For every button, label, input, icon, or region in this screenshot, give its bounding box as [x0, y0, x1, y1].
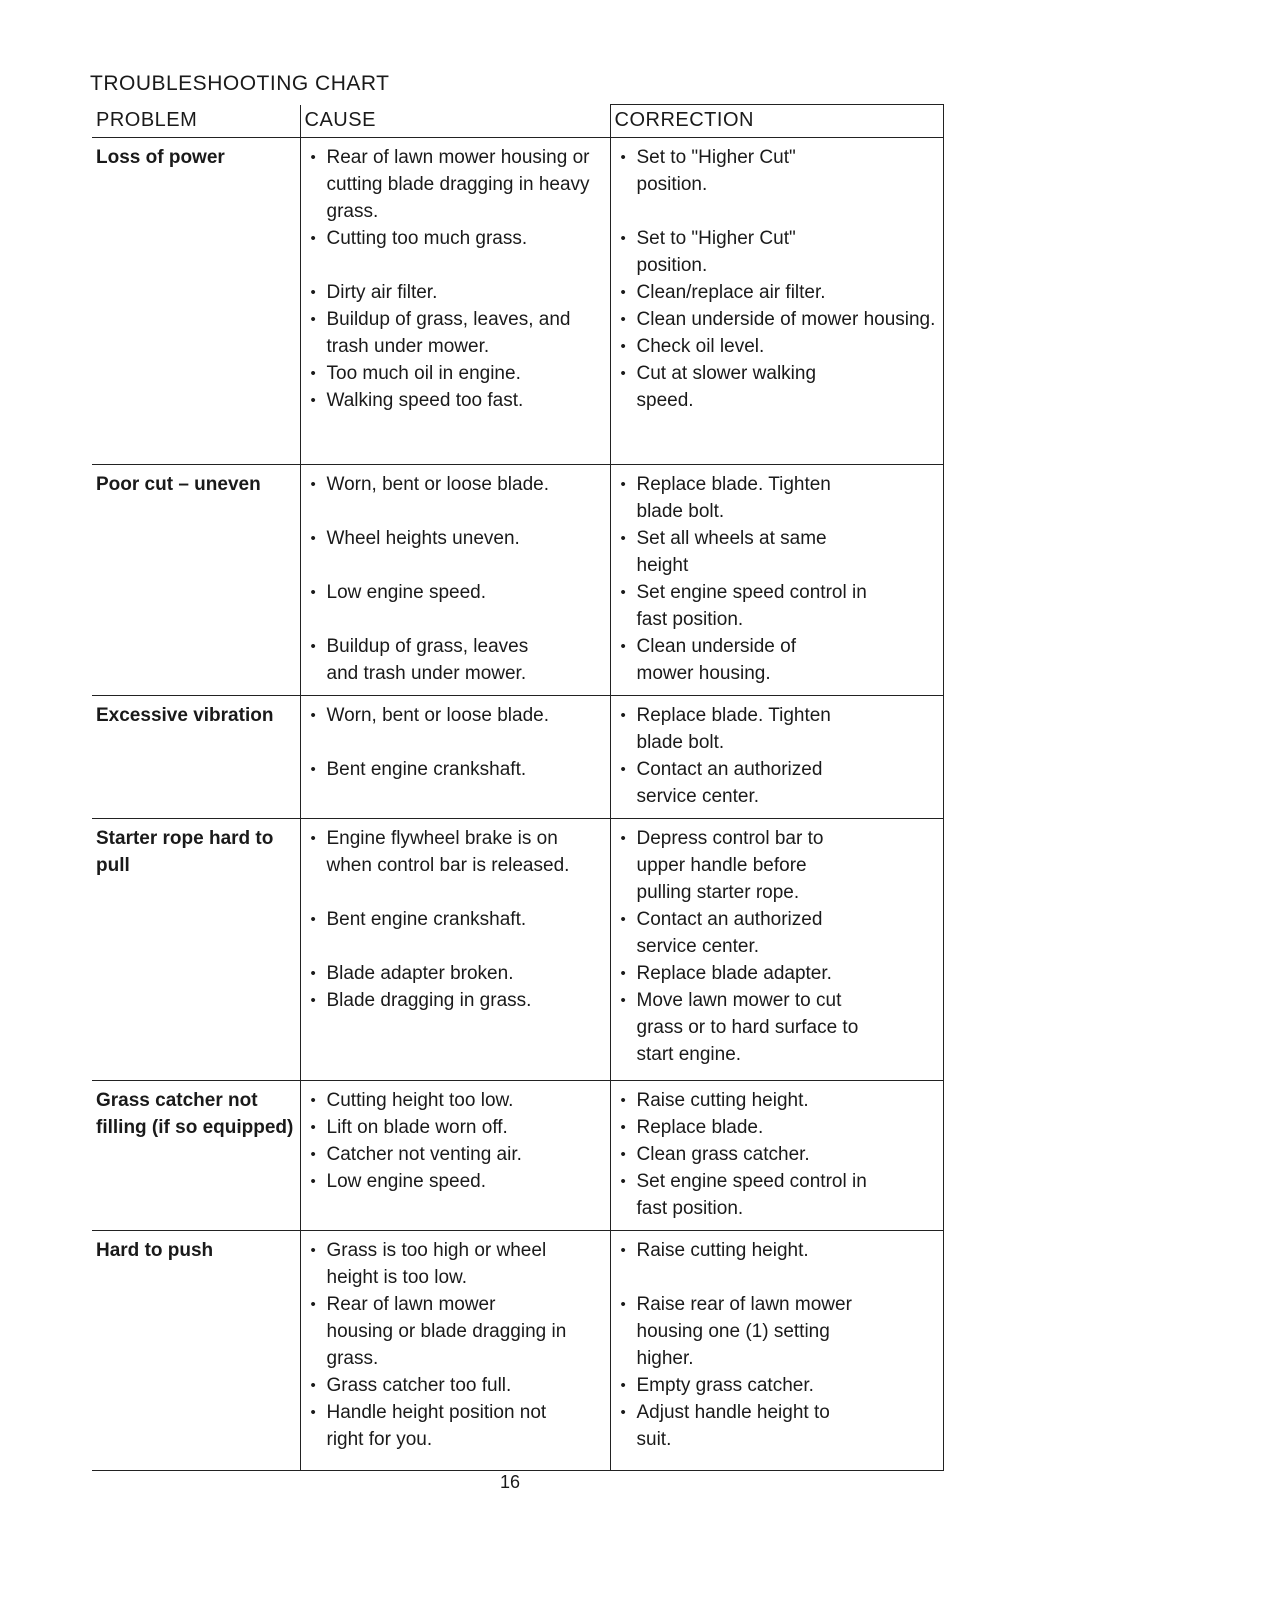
correction-cell	[610, 1231, 943, 1471]
correction-item: • Replace blade.	[615, 1114, 939, 1141]
cause-item: • Engine flywheel brake is on when control bar is released.	[305, 825, 606, 879]
table-row	[92, 819, 943, 1081]
correction-cell	[610, 138, 943, 465]
cause-cell	[300, 465, 610, 696]
correction-item: • Replace blade. Tighten blade bolt.	[615, 702, 867, 756]
cause-item: • Rear of lawn mower housing or blade dragging in grass.	[305, 1291, 567, 1372]
cause-cell	[300, 1081, 610, 1231]
correction-cell	[610, 819, 943, 1081]
correction-item: • Cut at slower walking speed.	[615, 360, 837, 414]
correction-item: • Clean underside of mower housing.	[615, 633, 837, 687]
cause-item: • Buildup of grass, leaves, and trash under mower.	[305, 306, 606, 360]
cause-item: • Cutting too much grass.	[305, 225, 606, 252]
correction-item: • Replace blade. Tighten blade bolt.	[615, 471, 867, 525]
cause-cell	[300, 819, 610, 1081]
table-row	[92, 1081, 943, 1231]
correction-item: • Replace blade adapter.	[615, 960, 939, 987]
problem-cell: Hard to push	[92, 1231, 300, 1471]
cause-item: • Grass catcher too full.	[305, 1372, 606, 1399]
troubleshooting-table	[92, 104, 944, 1471]
problem-cell: Poor cut – uneven	[92, 465, 300, 696]
cause-item: • Low engine speed.	[305, 579, 606, 606]
cause-item: • Cutting height too low.	[305, 1087, 606, 1114]
table-row	[92, 696, 943, 819]
cause-item: • Blade adapter broken.	[305, 960, 606, 987]
correction-item: • Move lawn mower to cut grass or to hard surface to start engine.	[615, 987, 877, 1068]
cause-item: • Dirty air filter.	[305, 279, 606, 306]
cause-item: • Lift on blade worn off.	[305, 1114, 606, 1141]
cause-item: • Catcher not venting air.	[305, 1141, 606, 1168]
cause-header: CAUSE	[300, 105, 610, 138]
cause-item: • Rear of lawn mower housing or cutting blade dragging in heavy grass.	[305, 144, 606, 225]
correction-item: • Set to "Higher Cut" position.	[615, 225, 807, 279]
cause-cell	[300, 138, 610, 465]
page-number: 16	[500, 1472, 521, 1492]
cause-item: • Bent engine crankshaft.	[305, 756, 606, 783]
problem-cell: Grass catcher not filling (if so equipped)	[92, 1081, 300, 1231]
correction-item: • Set engine speed control in fast position.	[615, 1168, 887, 1222]
cause-item: • Worn, bent or loose blade.	[305, 702, 606, 729]
correction-cell	[610, 1081, 943, 1231]
table-row	[92, 465, 943, 696]
correction-header: CORRECTION	[610, 105, 943, 138]
cause-item: • Blade dragging in grass.	[305, 987, 606, 1014]
page-title: TROUBLESHOOTING CHART	[90, 72, 390, 95]
correction-item: • Adjust handle height to suit.	[615, 1399, 847, 1453]
problem-cell: Loss of power	[92, 138, 300, 465]
cause-item: • Worn, bent or loose blade.	[305, 471, 606, 498]
correction-item: • Clean grass catcher.	[615, 1141, 939, 1168]
correction-item: • Clean underside of mower housing.	[615, 306, 939, 333]
correction-item: • Set engine speed control in fast position.	[615, 579, 887, 633]
correction-cell	[610, 696, 943, 819]
correction-cell	[610, 465, 943, 696]
correction-item: • Empty grass catcher.	[615, 1372, 939, 1399]
correction-item: • Raise cutting height.	[615, 1237, 939, 1264]
correction-item: • Raise cutting height.	[615, 1087, 939, 1114]
cause-item: • Wheel heights uneven.	[305, 525, 606, 552]
correction-item: • Clean/replace air filter.	[615, 279, 939, 306]
cause-item: • Too much oil in engine.	[305, 360, 606, 387]
correction-item: • Raise rear of lawn mower housing one (1) setting higher.	[615, 1291, 877, 1372]
correction-item: • Depress control bar to upper handle before pulling starter rope.	[615, 825, 847, 906]
correction-item: • Contact an authorized service center.	[615, 756, 867, 810]
correction-item: • Set all wheels at same height	[615, 525, 867, 579]
correction-item: • Contact an authorized service center.	[615, 906, 867, 960]
cause-cell	[300, 696, 610, 819]
cause-item: • Walking speed too fast.	[305, 387, 606, 414]
table-row	[92, 1231, 943, 1471]
table-row	[92, 138, 943, 465]
problem-cell: Starter rope hard to pull	[92, 819, 300, 1081]
cause-item: • Low engine speed.	[305, 1168, 606, 1195]
correction-item: • Check oil level.	[615, 333, 939, 360]
cause-item: • Handle height position not right for you.	[305, 1399, 587, 1453]
cause-item: • Buildup of grass, leaves and trash under mower.	[305, 633, 557, 687]
cause-item: • Bent engine crankshaft.	[305, 906, 606, 933]
problem-cell: Excessive vibration	[92, 696, 300, 819]
cause-cell	[300, 1231, 610, 1471]
cause-item: • Grass is too high or wheel height is too low.	[305, 1237, 587, 1291]
header-row	[92, 105, 943, 138]
correction-item: • Set to "Higher Cut" position.	[615, 144, 807, 198]
problem-header: PROBLEM	[92, 105, 300, 138]
